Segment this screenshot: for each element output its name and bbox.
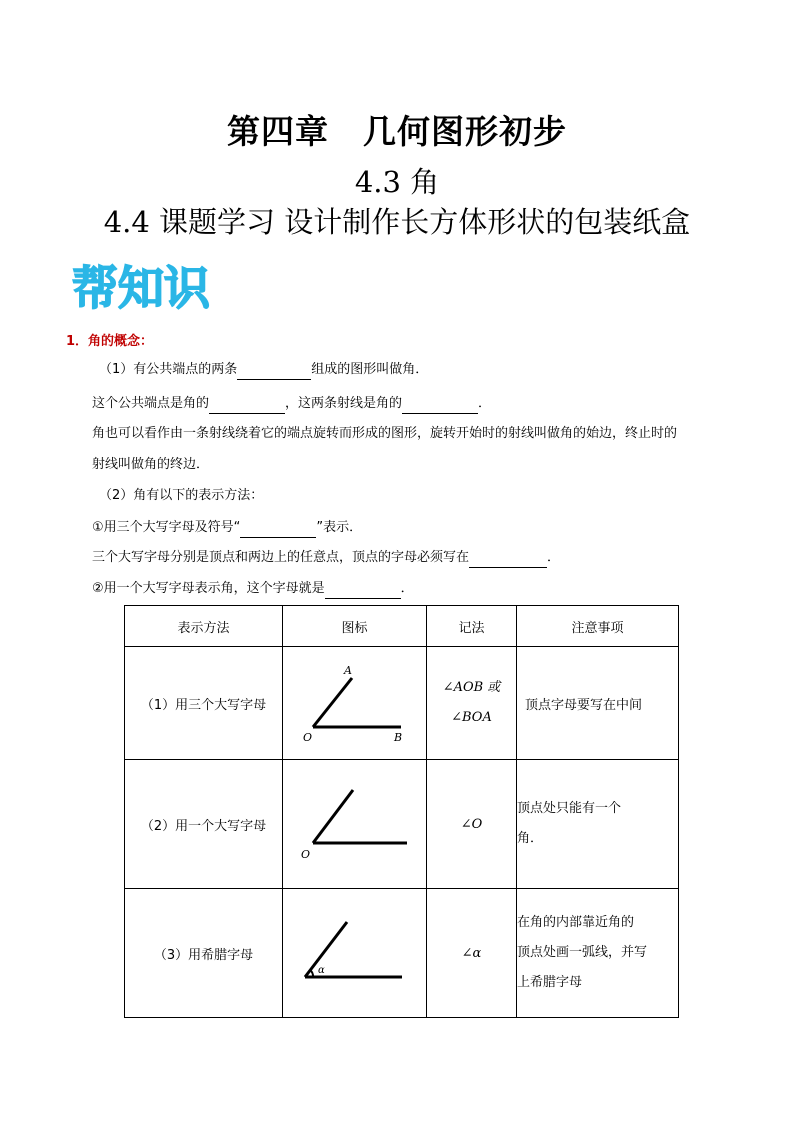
note-line: 在角的内部靠近角的 [517, 915, 635, 930]
fill-blank[interactable] [237, 365, 311, 380]
section-heading-angle-concept: 1．角的概念： [66, 334, 154, 349]
logo-bang-zhishi [70, 256, 230, 316]
cell-notation [427, 889, 517, 1018]
cell-note [517, 889, 679, 1018]
angle-figure-one-letter [283, 760, 426, 884]
fill-blank[interactable] [325, 584, 401, 599]
fill-blank[interactable] [209, 399, 285, 414]
label-alpha: α [318, 965, 325, 976]
notation-line: ∠BOA [451, 710, 492, 725]
angle-figure-three-letters [283, 647, 426, 755]
cell-note [517, 760, 679, 889]
text: ． [547, 550, 561, 565]
table-row [125, 647, 679, 760]
header-figure: 图标 [283, 606, 427, 647]
ray-oa [313, 678, 352, 727]
angle-notation-table [124, 605, 679, 1018]
section-title-4-3: 4.3 角 [354, 165, 440, 199]
angle-figure-greek-letter [283, 889, 426, 1013]
cell-method: （2）用一个大写字母 [125, 760, 283, 889]
cell-figure [283, 647, 427, 760]
ray-upper [305, 922, 347, 977]
ray-upper [313, 790, 353, 843]
header-notes: 注意事项 [517, 606, 679, 647]
text: 组成的图形叫做角． [311, 362, 429, 377]
cell-figure [283, 889, 427, 1018]
cell-notation [427, 647, 517, 760]
notation-line: ∠AOB 或 [442, 680, 501, 695]
para-4: 射线叫做角的终边． [92, 457, 210, 472]
table-row [125, 889, 679, 1018]
para-1 [99, 360, 428, 380]
note-line: 顶点处只能有一个 [517, 801, 622, 816]
header-method: 表示方法 [125, 606, 283, 647]
text: 这个公共端点是角的 [92, 396, 210, 411]
fill-blank[interactable] [469, 553, 547, 568]
label-o: O [301, 848, 311, 861]
table-row [125, 760, 679, 889]
chapter-title: 第四章 几何图形初步 [227, 112, 567, 151]
note-line: 角． [517, 831, 544, 846]
note-line: 顶点处画一弧线，并写 [517, 945, 648, 960]
cell-method: （3）用希腊字母 [125, 889, 283, 1018]
note-line: 上希腊字母 [517, 975, 583, 990]
para-7 [92, 548, 560, 568]
text: （1）有公共端点的两条 [99, 362, 238, 377]
fill-blank[interactable] [402, 399, 478, 414]
header-notation: 记法 [427, 606, 517, 647]
notation-line: ∠O [460, 816, 483, 832]
label-b: B [394, 731, 403, 744]
para-2 [92, 394, 491, 414]
text: ”表示． [316, 520, 363, 535]
cell-figure [283, 760, 427, 889]
text: ②用一个大写字母表示角，这个字母就是 [92, 581, 325, 596]
section-title-4-4: 4.4 课题学习 设计制作长方体形状的包装纸盒 [103, 205, 691, 239]
label-o: O [303, 731, 313, 744]
para-3: 角也可以看作由一条射线绕着它的端点旋转而形成的图形，旋转开始时的射线叫做角的始边，终止时的 [92, 426, 678, 441]
text: 三个大写字母分别是顶点和两边上的任意点，顶点的字母必须写在 [92, 550, 470, 565]
label-a: A [344, 664, 352, 677]
notation-line: ∠α [461, 945, 482, 961]
logo-text: 帮知识 [72, 261, 210, 315]
cell-note: 顶点字母要写在中间 [517, 647, 679, 760]
cell-notation [427, 760, 517, 889]
fill-blank[interactable] [240, 523, 316, 538]
text: ，这两条射线是角的 [285, 396, 403, 411]
para-8 [92, 579, 414, 599]
table-header-row [125, 606, 679, 647]
text: ①用三个大写字母及符号“ [92, 520, 241, 535]
para-5: （2）角有以下的表示方法： [99, 488, 264, 503]
text: ． [400, 581, 414, 596]
para-6 [92, 518, 362, 538]
cell-method: （1）用三个大写字母 [125, 647, 283, 760]
text: ． [478, 396, 492, 411]
